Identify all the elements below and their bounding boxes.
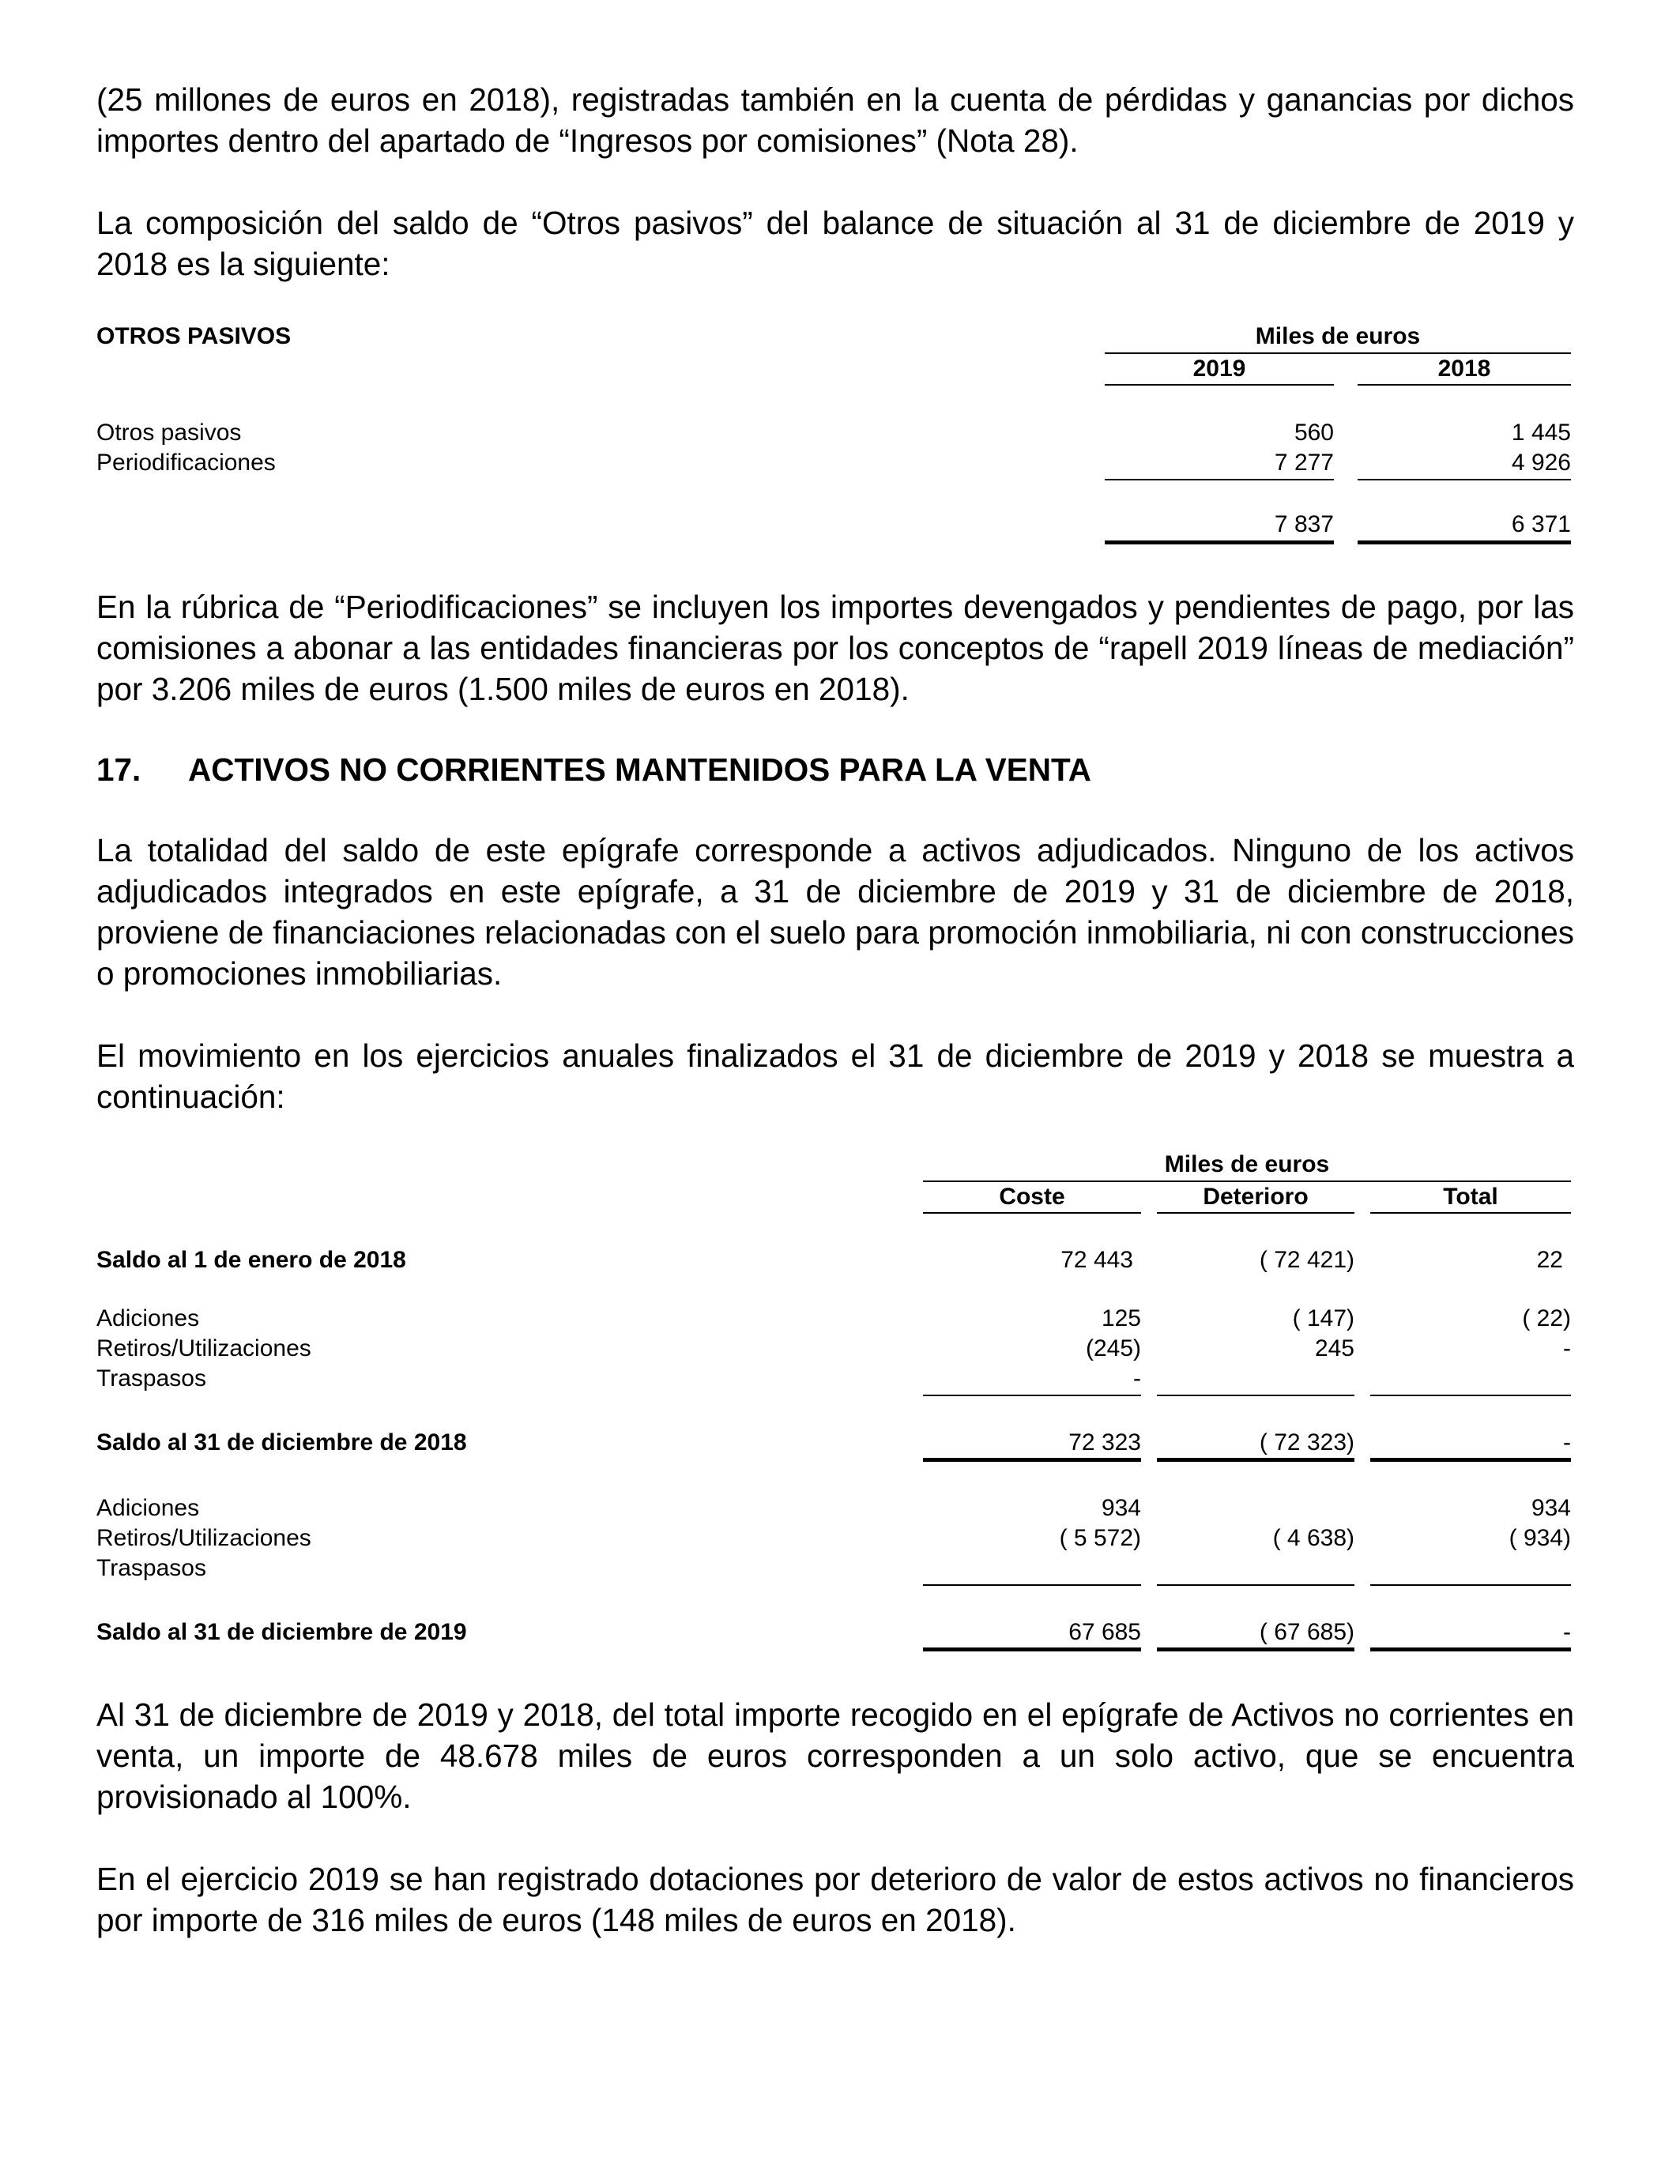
- row-value-total: 22: [1536, 1247, 1563, 1273]
- subtotal-rule-deterioro: [1157, 1584, 1354, 1586]
- row-label: Traspasos: [96, 1365, 206, 1391]
- row-value-coste: 67 685: [1068, 1619, 1141, 1645]
- row-value-coste: 125: [1101, 1305, 1141, 1331]
- table2-col-total: Total: [1443, 1184, 1498, 1210]
- row-value-deterioro: ( 67 685): [1259, 1619, 1354, 1645]
- table1-unit-rule: [1105, 352, 1571, 354]
- row-label: Saldo al 31 de diciembre de 2019: [96, 1619, 467, 1645]
- table2-col-deterioro: Deterioro: [1203, 1184, 1309, 1210]
- row-value-coste: -: [1133, 1365, 1141, 1391]
- table1-col-rule-2019: [1105, 384, 1334, 386]
- row-value-deterioro: ( 72 421): [1259, 1247, 1354, 1273]
- row-value-total: ( 934): [1509, 1525, 1571, 1551]
- paragraph-dotaciones: En el ejercicio 2019 se han registrado dotaciones por deterioro de valor de estos activos no financieros por importe de 316 miles de euros (148 miles de euros en 2018).: [96, 1861, 1574, 1938]
- row-value-deterioro: ( 72 323): [1259, 1429, 1354, 1455]
- row-label: Retiros/Utilizaciones: [96, 1525, 311, 1551]
- row-value-2019: 7 277: [1274, 450, 1334, 476]
- table1-title: OTROS PASIVOS: [96, 323, 292, 349]
- row-value-total: -: [1563, 1335, 1571, 1361]
- table2-col-rule-deterioro: [1157, 1212, 1354, 1214]
- table1-col-2018: 2018: [1437, 356, 1491, 382]
- row-value-2019: 560: [1294, 420, 1334, 446]
- row-label: Adiciones: [96, 1305, 200, 1331]
- table1-total-rule-2019: [1105, 540, 1334, 544]
- row-value-total: ( 22): [1522, 1305, 1571, 1331]
- row-value-coste: 72 443: [1060, 1247, 1133, 1273]
- total-value-2018: 6 371: [1511, 511, 1571, 537]
- row-label: Saldo al 31 de diciembre de 2018: [96, 1429, 467, 1455]
- total-rule-total: [1370, 1647, 1571, 1651]
- table2-unit-header: Miles de euros: [1164, 1151, 1330, 1177]
- paragraph-intro: (25 millones de euros en 2018), registradas también en la cuenta de pérdidas y ganancias por dichos importes dentro del apartado de “Ingresos por comisiones” (Nota 28).: [96, 81, 1574, 159]
- row-label: Otros pasivos: [96, 420, 242, 446]
- table2-col-coste: Coste: [999, 1184, 1065, 1210]
- subtotal-rule-total: [1370, 1584, 1571, 1586]
- table1-subtotal-rule-2019: [1105, 479, 1334, 480]
- total-rule-deterioro: [1157, 1458, 1354, 1462]
- row-value-total: 934: [1531, 1495, 1571, 1521]
- row-value-coste: 934: [1101, 1495, 1141, 1521]
- row-value-2018: 4 926: [1511, 450, 1571, 476]
- row-label: Periodificaciones: [96, 450, 276, 476]
- table1-unit-header: Miles de euros: [1255, 323, 1421, 349]
- table1-col-2019: 2019: [1192, 356, 1246, 382]
- row-value-coste: 72 323: [1068, 1429, 1141, 1455]
- total-rule-coste: [923, 1647, 1141, 1651]
- row-label: Traspasos: [96, 1555, 206, 1581]
- row-label: Retiros/Utilizaciones: [96, 1335, 311, 1361]
- total-rule-deterioro: [1157, 1647, 1354, 1651]
- row-value-coste: ( 5 572): [1059, 1525, 1141, 1551]
- row-value-total: -: [1563, 1619, 1571, 1645]
- section-number: 17.: [96, 751, 141, 788]
- table1-total-rule-2018: [1358, 540, 1571, 544]
- table1-subtotal-rule-2018: [1358, 479, 1571, 480]
- table2-col-rule-total: [1370, 1212, 1571, 1214]
- subtotal-rule-total: [1370, 1395, 1571, 1396]
- row-label: Adiciones: [96, 1495, 200, 1521]
- paragraph-activos-adjudicados: La totalidad del saldo de este epígrafe corresponde a activos adjudicados. Ninguno de los activos adjudicados integrados en este epígrafe, a 31 de diciembre de 2019 y 31 de diciembre de 2018, proviene de financiaciones relacionadas con el suelo para promoción inmobiliaria, ni con construcciones o promociones inmobiliarias.: [96, 832, 1574, 992]
- paragraph-movimiento-intro: El movimiento en los ejercicios anuales finalizados el 31 de diciembre de 2019 y 2018 se muestra a continuación:: [96, 1037, 1574, 1115]
- table2-col-rule-coste: [923, 1212, 1141, 1214]
- row-value-deterioro: ( 147): [1292, 1305, 1354, 1331]
- total-value-2019: 7 837: [1274, 511, 1334, 537]
- subtotal-rule-deterioro: [1157, 1395, 1354, 1396]
- row-value-coste: (245): [1085, 1335, 1141, 1361]
- row-label: Saldo al 1 de enero de 2018: [96, 1247, 406, 1273]
- row-value-deterioro: ( 4 638): [1272, 1525, 1354, 1551]
- paragraph-periodificaciones: En la rúbrica de “Periodificaciones” se incluyen los importes devengados y pendientes de pago, por las comisiones a abonar a las entidades financieras por los conceptos de “rapell 2019 líneas de mediación” por 3.206 miles de euros (1.500 miles de euros en 2018).: [96, 589, 1574, 707]
- row-value-total: -: [1563, 1429, 1571, 1455]
- subtotal-rule-coste: [923, 1395, 1141, 1396]
- total-rule-coste: [923, 1458, 1141, 1462]
- paragraph-otros-pasivos-intro: La composición del saldo de “Otros pasivos” del balance de situación al 31 de diciembre de 2019 y 2018 es la siguiente:: [96, 205, 1574, 282]
- section-heading: [96, 749, 1091, 790]
- paragraph-activo-unico: Al 31 de diciembre de 2019 y 2018, del total importe recogido en el epígrafe de Activos no corrientes en venta, un importe de 48.678 miles de euros corresponden a un solo activo, que se encuentra provisionado al 100%.: [96, 1696, 1574, 1815]
- row-value-deterioro: 245: [1314, 1335, 1354, 1361]
- table1-col-rule-2018: [1358, 384, 1571, 386]
- row-value-2018: 1 445: [1511, 420, 1571, 446]
- subtotal-rule-coste: [923, 1584, 1141, 1586]
- section-title: ACTIVOS NO CORRIENTES MANTENIDOS PARA LA VENTA: [188, 751, 1092, 788]
- total-rule-total: [1370, 1458, 1571, 1462]
- table2-unit-rule: [923, 1180, 1571, 1182]
